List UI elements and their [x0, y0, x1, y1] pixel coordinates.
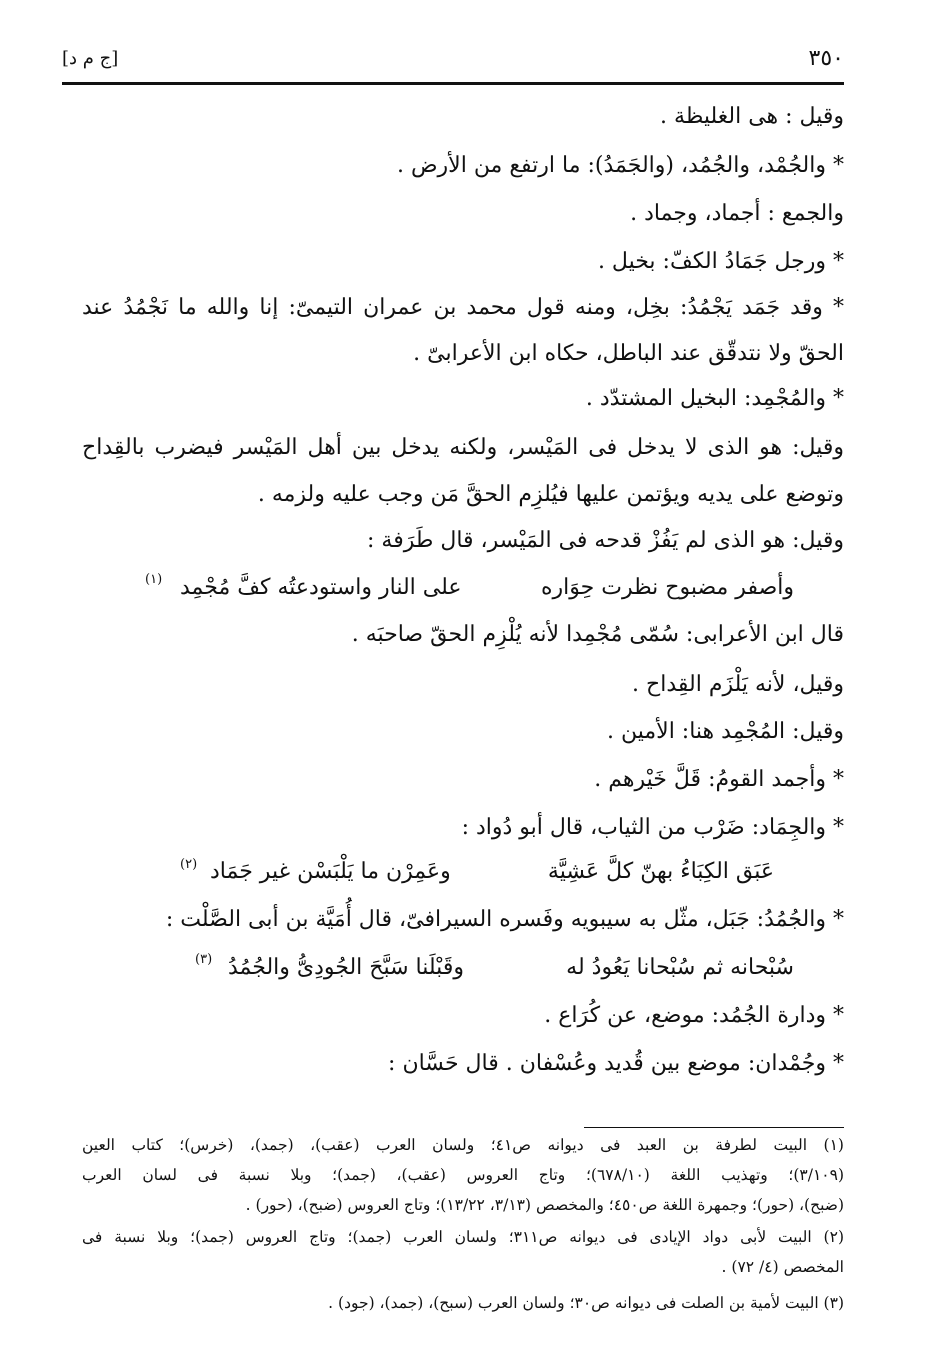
page-number: ٣٥٠: [808, 46, 844, 71]
body-line: وتوضع على يديه ويؤتمن عليها فيُلزِم الحقَّ مَن وجب عليه ولزمه .: [257, 482, 844, 507]
body-line: وقيل : هى الغليظة .: [660, 104, 844, 129]
body-line: * ودارة الجُمُد: موضع، عن كُرَاع .: [544, 1003, 844, 1028]
body-line: قال ابن الأعرابى: سُمّى مُجْمِدا لأنه يُلْزِم الحقّ صاحبَه .: [351, 622, 844, 647]
page-header: [62, 42, 844, 85]
footnote-marker: (١): [145, 572, 163, 587]
body-line: * والجِمَاد: ضَرْب من الثياب، قال أبو دُواد :: [461, 815, 844, 840]
verse-hemistich-right: سُبْحانه ثم سُبْحانا يَعُودُ له: [566, 955, 794, 980]
body-line: والجمع : أجماد، وجماد .: [630, 201, 844, 226]
body-line: وقيل: هو الذى لا يدخل فى المَيْسر، ولكنه يدخل بين أهل المَيْسر فيضرب بالقِداح: [82, 435, 844, 460]
footnote-marker: (٢): [180, 857, 198, 872]
footnote-line: المخصص (٤/ ٧٢) .: [721, 1258, 844, 1276]
body-line: * والجُمُدُ: جَبَل، مثّل به سيبويه وفَسره السيرافىّ، قال أُمَيَّة بن أبى الصَّلْت :: [165, 907, 844, 932]
body-line: وقيل: المُجْمِد هنا: الأمين .: [606, 719, 844, 744]
body-line: * ورجل جَمَادُ الكفّ: بخيل .: [597, 249, 844, 274]
footnote-separator: [584, 1127, 844, 1128]
body-line: * والجُمْد، والجُمُد، (والجَمَدُ): ما ارتفع من الأرض .: [396, 153, 844, 178]
verse-hemistich-left: وعَمِرْن ما يَلْبَسْن غير جَمَاد: [210, 859, 451, 884]
body-line: وقيل: هو الذى لم يَفُزْ قدحه فى المَيْسر، قال طَرَفة :: [367, 528, 844, 553]
footnote-line: (٣/١٠٩)؛ وتهذيب اللغة (٦٧٨/١٠)؛ وتاج العروس (عقب)، (جمد)؛ وبلا نسبة فى لسان العرب: [82, 1166, 844, 1184]
footnote-line: (ضبح)، (حور)؛ وجمهرة اللغة ص٤٥٠؛ والمخصص (٣/١٣، ١٣/٢٢)؛ وتاج العروس (ضبح)، (حور) .: [245, 1196, 844, 1214]
footnote-marker: (٣): [195, 952, 213, 967]
verse-hemistich-left: على النار واستودعتُه كفَّ مُجْمِد: [180, 575, 462, 600]
running-title: [ج م د]: [62, 48, 119, 69]
body-line: * وأجمد القومُ: قَلَّ خَيْرهم .: [594, 767, 844, 792]
footnote-line: (٣) البيت لأمية بن الصلت فى ديوانه ص٣٠؛ ولسان العرب (سبح)، (جمد)، (جود) .: [328, 1294, 844, 1312]
footnote-line: (١) البيت لطرفة بن العبد فى ديوانه ص٤١؛ ولسان العرب (عقب)، (جمد)، (خرس)؛ كتاب العين: [82, 1136, 844, 1154]
body-line: * وقد جَمَد يَجْمُدُ: بخِل، ومنه قول محمد بن عمران التيمىّ: إنا والله ما نَجْمُدُ عند: [82, 295, 844, 320]
body-line: الحقّ ولا نتدقّق عند الباطل، حكاه ابن الأعرابىّ .: [413, 341, 844, 366]
verse-hemistich-right: عَبَق الكِبَاءُ بهنّ كلَّ عَشِيَّة: [547, 859, 774, 884]
body-line: وقيل، لأنه يَلْزَم القِداح .: [632, 672, 844, 697]
verse-hemistich-right: وأصفر مضبوح نظرت حِوَاره: [541, 575, 794, 600]
body-line: * والمُجْمِد: البخيل المشتدّد .: [585, 386, 844, 411]
verse-hemistich-left: وقَبْلَنا سَبَّحَ الجُودِىُّ والجُمُدُ: [228, 955, 464, 980]
footnote-line: (٢) البيت لأبى دواد الإيادى فى ديوانه ص٣١١؛ ولسان العرب (جمد)؛ وتاج العروس (جمد)؛ وبلا نسبة فى: [82, 1228, 844, 1246]
body-line: * وجُمْدان: موضع بين قُديد وعُسْفان . قال حَسَّان :: [388, 1051, 844, 1076]
